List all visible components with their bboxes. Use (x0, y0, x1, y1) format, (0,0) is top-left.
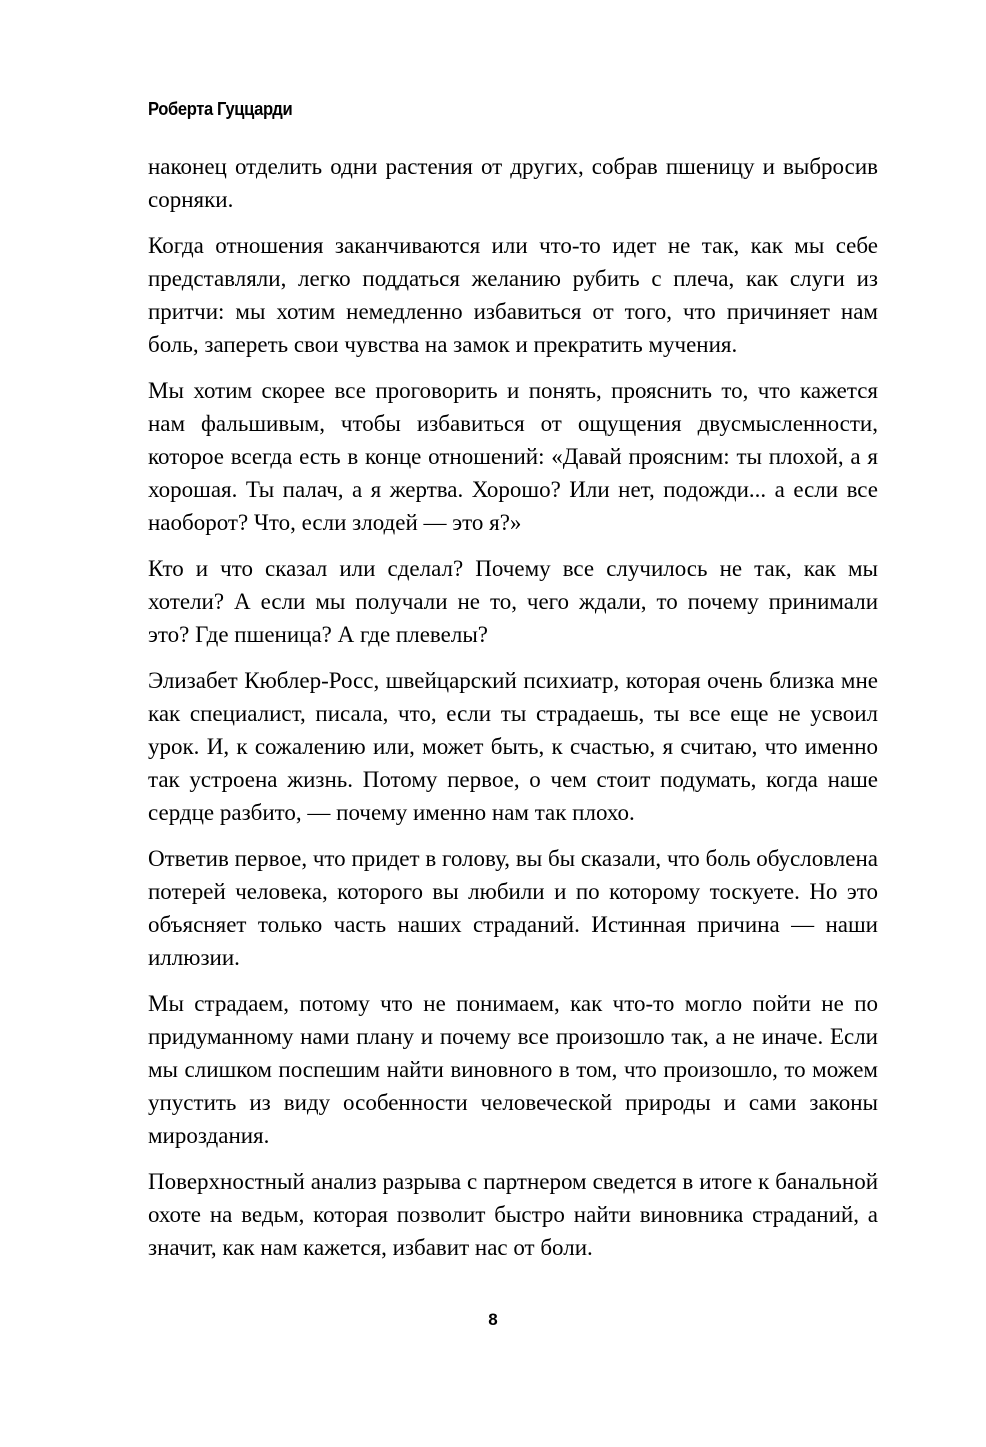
paragraph: Мы страдаем, потому что не понимаем, как что-то могло пойти не по придуманному нами плану и почему все произошло так, а не иначе. Если мы слишком поспешим найти виновного в том, что произошло, то можем упустить из виду особенности человеческой природы и сами законы мироздания. (148, 991, 878, 1148)
body-text (148, 150, 878, 1277)
paragraph: Когда отношения заканчиваются или что-то идет не так, как мы себе представляли, легко поддаться желанию рубить с плеча, как слуги из притчи: мы хотим немедленно избавиться от того, что причиняет нам боль, запереть свои чувства на замок и прекратить мучения. (148, 233, 878, 357)
paragraph: Поверхностный анализ разрыва с партнером сведется в итоге к банальной охоте на ведьм, которая позволит быстро найти виновника страданий, а значит, как нам кажется, избавит нас от боли. (148, 1169, 878, 1260)
paragraph: Элизабет Кюблер-Росс, швейцарский психиатр, которая очень близка мне как специалист, писала, что, если ты страдаешь, ты все еще не усвоил урок. И, к сожалению или, может быть, к счастью, я считаю, что именно так устроена жизнь. Потому первое, о чем стоит подумать, когда наше сердце разбито, — почему именно нам так плохо. (148, 668, 878, 825)
page-number: 8 (488, 1310, 498, 1329)
paragraph: Мы хотим скорее все проговорить и понять, прояснить то, что кажется нам фальшивым, чтобы избавиться от ощущения двусмысленности, которое всегда есть в конце отношений: «Давай проясним: ты плохой, а я хорошая. Ты палач, а я жертва. Хорошо? Или нет, подожди... а если все наоборот? Что, если злодей — это я?» (148, 378, 878, 535)
paragraph: наконец отделить одни растения от других, собрав пшеницу и выбросив сорняки. (148, 154, 878, 212)
paragraph: Кто и что сказал или сделал? Почему все случилось не так, как мы хотели? А если мы получали не то, чего ждали, то почему принимали это? Где пшеница? А где плевелы? (148, 556, 878, 647)
paragraph: Ответив первое, что придет в голову, вы бы сказали, что боль обусловлена потерей человека, которого вы любили и по которому тоскуете. Но это объясняет только часть наших страданий. Истинная причина — наши иллюзии. (148, 846, 878, 970)
running-header-author: Роберта Гуццарди (148, 99, 293, 119)
